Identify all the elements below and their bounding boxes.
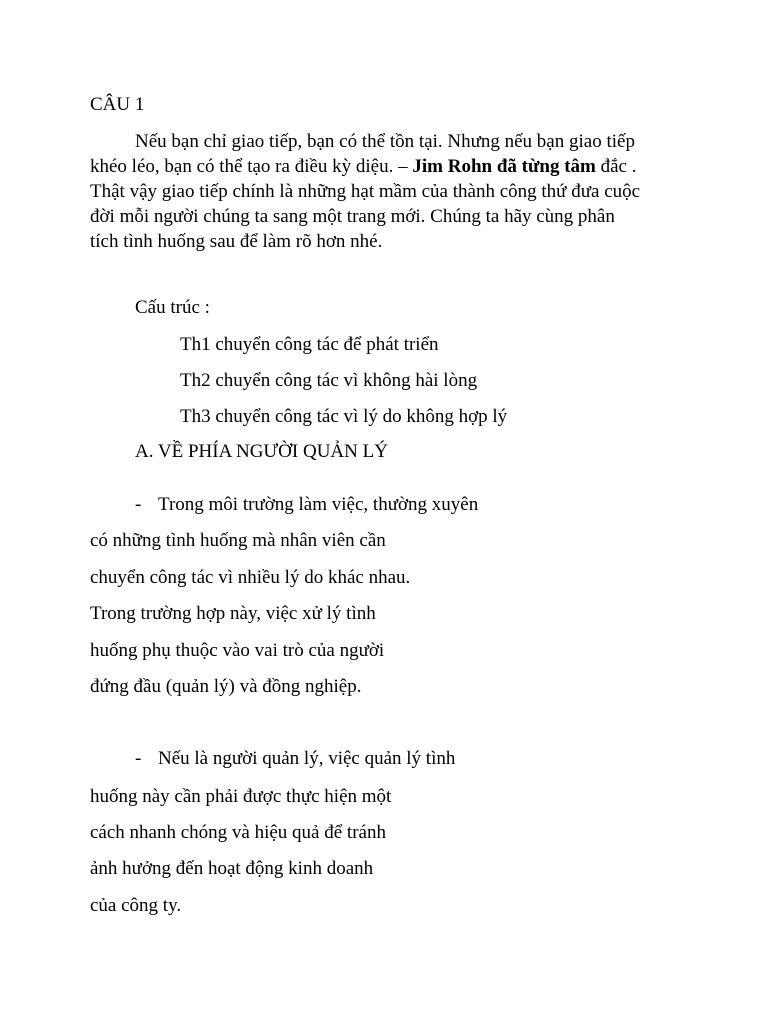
bullet-line: có những tình huống mà nhân viên cần xyxy=(90,530,386,551)
bullet-marker: - xyxy=(135,748,142,769)
intro-line: đời mỗi người chúng ta sang một trang mới. Chúng ta hãy cùng phân xyxy=(90,206,615,227)
bullet-line: của công ty. xyxy=(90,895,182,916)
structure-item: Th3 chuyển công tác vì lý do không hợp lý xyxy=(180,406,508,427)
bullet-marker: - xyxy=(135,494,142,515)
bullet-line: chuyển công tác vì nhiều lý do khác nhau. xyxy=(90,567,411,588)
intro-text: khéo léo, bạn có thể tạo ra điều kỳ diệu. – xyxy=(90,156,413,177)
bullet-line: huống này cần phải được thực hiện một xyxy=(90,786,392,807)
bullet-line: huống phụ thuộc vào vai trò của người xyxy=(90,640,385,661)
structure-item: Th1 chuyển công tác để phát triển xyxy=(180,334,439,355)
section-title: A. VỀ PHÍA NGƯỜI QUẢN LÝ xyxy=(135,441,388,462)
bullet-line: cách nhanh chóng và hiệu quả để tránh xyxy=(90,822,386,843)
quote-author-bold: Jim Rohn đã từng tâm xyxy=(412,156,596,177)
bullet-line: ảnh hưởng đến hoạt động kinh doanh xyxy=(90,858,374,879)
bullet-line: Trong trường hợp này, việc xử lý tình xyxy=(90,603,376,624)
bullet-line: Nếu là người quản lý, việc quản lý tình xyxy=(158,748,456,769)
structure-label: Cấu trúc : xyxy=(135,297,210,318)
bullet-line: Trong môi trường làm việc, thường xuyên xyxy=(158,494,479,515)
intro-line: tích tình huống sau để làm rõ hơn nhé. xyxy=(90,231,383,252)
page-heading: CÂU 1 xyxy=(90,94,145,115)
structure-item: Th2 chuyển công tác vì không hài lòng xyxy=(180,370,478,391)
intro-line: Nếu bạn chỉ giao tiếp, bạn có thể tồn tại. Nhưng nếu bạn giao tiếp xyxy=(135,131,635,152)
intro-line xyxy=(90,155,636,179)
intro-text: đắc . xyxy=(595,156,637,177)
bullet-line: đứng đầu (quản lý) và đồng nghiệp. xyxy=(90,676,362,697)
intro-line: Thật vậy giao tiếp chính là những hạt mầm của thành công thứ đưa cuộc xyxy=(90,181,641,202)
